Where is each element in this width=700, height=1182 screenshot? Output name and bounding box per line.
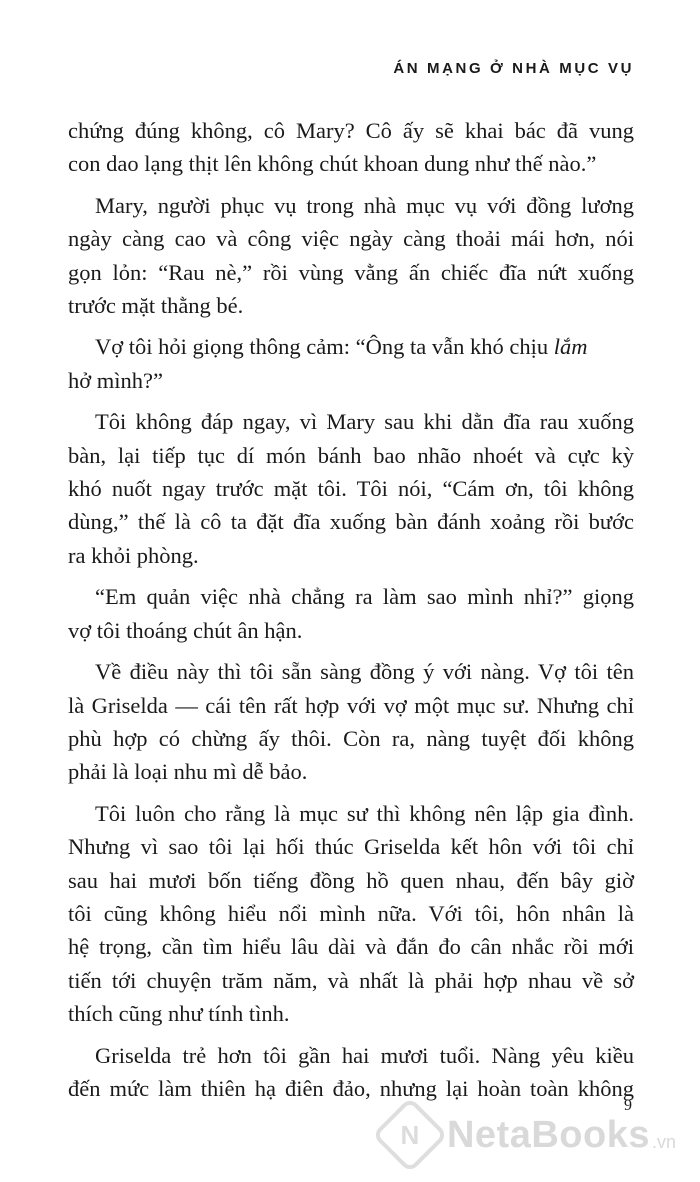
text-line: “Em quản việc nhà chẳng ra làm sao mình nhỉ?” giọng: [95, 584, 634, 610]
brand-logo-letter: N: [400, 1119, 420, 1150]
text-line: gọn lỏn: “Rau nè,” rồi vùng vằng ấn chiếc đĩa nứt xuống: [68, 259, 634, 285]
watermark-suffix: .vn: [651, 1131, 676, 1152]
text-line: hở mình?”: [68, 367, 163, 393]
text-line: Tôi không đáp ngay, vì Mary sau khi dằn đĩa rau xuống: [95, 409, 634, 435]
page-number: 9: [624, 1097, 632, 1114]
text-line: phù hợp có chừng ấy thôi. Còn ra, nàng tuyệt đối không: [68, 725, 634, 751]
text-line: con dao lạng thịt lên không chút khoan dung như thế nào.”: [68, 151, 597, 177]
text-line: trước mặt thằng bé.: [68, 293, 244, 319]
text-line: dùng,” thế là cô ta đặt đĩa xuống bàn đánh xoảng rồi bước: [68, 509, 634, 535]
text-line: là Griselda — cái tên rất hợp với vợ một mục sư. Nhưng chỉ: [68, 692, 634, 718]
running-header: ÁN MẠNG Ở NHÀ MỤC VỤ: [393, 60, 634, 77]
body-text: [68, 114, 634, 1113]
paragraph: [68, 655, 634, 789]
text-line: tiến tới chuyện trăm năm, và nhất là phải hợp nhau về sở: [68, 967, 634, 993]
text-line: Mary, người phục vụ trong nhà mục vụ với đồng lương: [95, 192, 634, 218]
text-line: hệ trọng, cần tìm hiểu lâu dài và đắn đo cân nhắc rồi mới: [68, 934, 634, 960]
text-line: Nhưng vì sao tôi lại hối thúc Griselda kết hôn với tôi chỉ: [68, 834, 634, 860]
paragraph: [68, 797, 634, 1031]
paragraph: [68, 405, 634, 572]
text-segment: Vợ tôi hỏi giọng thông cảm: “Ông ta vẫn khó chịu: [95, 334, 554, 360]
text-line: vợ tôi thoáng chút ân hận.: [68, 617, 303, 643]
paragraph: [68, 114, 634, 181]
text-line: bàn, lại tiếp tục dí món bánh bao nhão nhoét và cực kỳ: [68, 442, 634, 468]
text-line: khó nuốt ngay trước mặt tôi. Tôi nói, “Cám ơn, tôi không: [68, 476, 634, 502]
text-line: sau hai mươi bốn tiếng đồng hồ quen nhau, đến bây giờ: [68, 867, 634, 893]
text-line: Về điều này thì tôi sẵn sàng đồng ý với nàng. Vợ tôi tên: [95, 659, 634, 685]
text-line: đến mức làm thiên hạ điên đảo, nhưng lại hoàn toàn không: [68, 1075, 634, 1101]
text-line: ngày càng cao và công việc ngày càng thoải mái hơn, nói: [68, 226, 634, 252]
paragraph: [68, 1039, 634, 1106]
paragraph: [68, 189, 634, 323]
text-line: Griselda trẻ hơn tôi gần hai mươi tuổi. Nàng yêu kiều: [95, 1042, 634, 1068]
text-line: phải là loại nhu mì dễ bảo.: [68, 759, 308, 785]
text-line: Tôi luôn cho rằng là mục sư thì không nên lập gia đình.: [95, 800, 634, 826]
brand-logo-icon: [372, 1097, 448, 1173]
text-line: chứng đúng không, cô Mary? Cô ấy sẽ khai bác đã vung: [68, 118, 634, 143]
text-line: thích cũng như tính tình.: [68, 1001, 290, 1027]
text-line: tôi cũng không hiểu nổi mình nữa. Với tôi, hôn nhân là: [68, 900, 634, 926]
watermark-logo: [383, 1108, 676, 1162]
watermark-brand: NetaBooks: [446, 1113, 650, 1156]
italic-word: lắm: [553, 334, 588, 360]
text-line: [68, 330, 634, 363]
text-line: ra khỏi phòng.: [68, 542, 199, 568]
paragraph: [68, 580, 634, 647]
paragraph: [68, 330, 634, 397]
